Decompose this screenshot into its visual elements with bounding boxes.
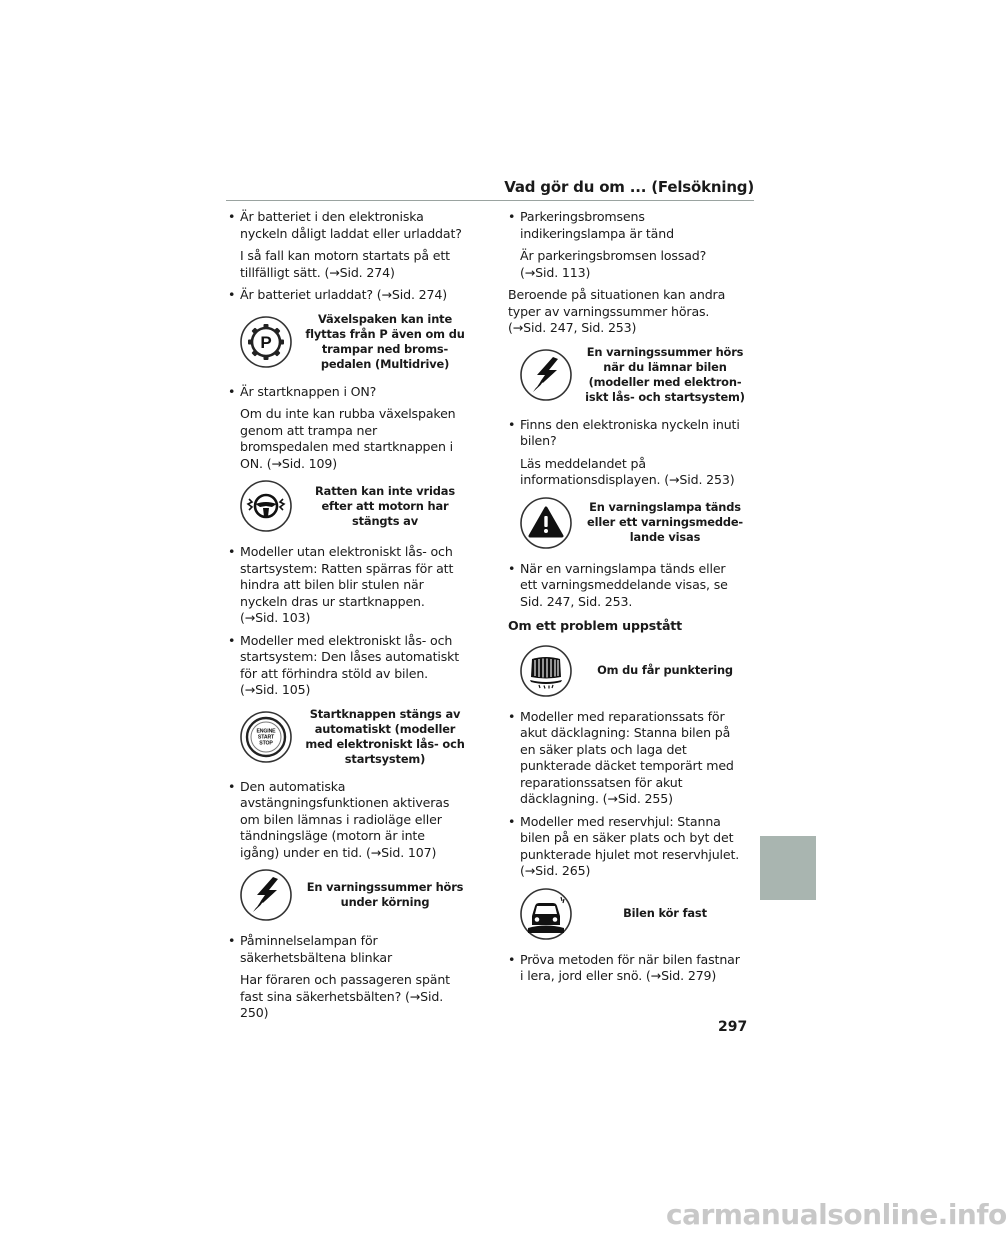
bullet-repair-kit: • Modeller med reparationssats för akut däcklagning: Stanna bilen på en säker plats och laga det punkterade däcket temporärt med reparationssatsen för akut däcklagning. (→Sid. 255) <box>508 709 746 808</box>
note-start-on: Om du inte kan rubba växelspaken genom att trampa ner bromspedalen med startknappen i ON. (→Sid. 109) <box>240 406 456 471</box>
buzzer-icon <box>240 869 292 921</box>
watermark: carmanualsonline.info <box>666 1198 1007 1231</box>
warning-triangle-icon <box>520 497 572 549</box>
symptom-buzzer-driving <box>228 869 466 921</box>
symptom-label-buzzer-driving: En varningssummer hörs under körning <box>306 880 464 909</box>
symptom-start-button <box>228 707 466 767</box>
engine-start-stop-icon <box>240 711 292 763</box>
bullet-stuck-method: • Pröva metoden för när bilen fastnar i lera, jord eller snö. (→Sid. 279) <box>508 952 746 985</box>
start-button-text-start: START <box>257 734 275 740</box>
symptom-flat-tire <box>508 645 746 697</box>
bullet-start-on: • Är startknappen i ON? <box>228 384 466 401</box>
note-key-battery: I så fall kan motorn startats på ett tillfälligt sätt. (→Sid. 274) <box>240 248 450 280</box>
symptom-label-steering: Ratten kan inte vridas efter att motorn har stängts av <box>315 483 455 528</box>
bullet-battery-drained: • Är batteriet urladdat? (→Sid. 274) <box>228 287 466 304</box>
bullet-auto-power-off: • Den automatiska avstängningsfunktionen aktiveras om bilen lämnas i radioläge eller tändningsläge (motorn är inte igång) under en tid. (→Sid. 107) <box>228 779 466 862</box>
start-button-text-stop: STOP <box>259 740 273 746</box>
symptom-warning-light <box>508 497 746 549</box>
bullet-key-battery: • Är batteriet i den elektroniska nyckeln dåligt laddat eller urladdat? <box>228 209 466 242</box>
page-number: 297 <box>718 1019 748 1035</box>
symptom-label-shift: Växelspaken kan inte flyttas från P även om du trampar ned broms-pedalen (Multidrive) <box>305 311 465 371</box>
symptom-vehicle-stuck <box>508 888 746 940</box>
symptom-buzzer-leaving <box>508 345 746 405</box>
shift-icon-letter: P <box>260 332 272 352</box>
paragraph-other-buzzers: Beroende på situationen kan andra typer av varningssummer höras. (→Sid. 247, Sid. 253) <box>508 287 726 335</box>
section-heading-problem: Om ett problem uppstått <box>508 618 683 633</box>
note-seatbelt-reminder: Har föraren och passageren spänt fast sina säkerhetsbälten? (→Sid. 250) <box>240 972 450 1020</box>
flat-tire-icon <box>520 645 572 697</box>
note-parking-brake: Är parkeringsbromsen lossad? (→Sid. 113) <box>520 248 707 280</box>
bullet-with-smart-key: • Modeller med elektroniskt lås- och startsystem: Den låses automatiskt för att förhindra stöld av bilen. (→Sid. 105) <box>228 633 466 699</box>
symptom-label-buzzer-leaving: En varningssummer hörs när du lämnar bilen (modeller med elektron-iskt lås- och startsystem) <box>585 344 745 404</box>
bullet-without-smart-key: • Modeller utan elektroniskt lås- och startsystem: Ratten spärras för att hindra att bilen blir stulen när nyckeln dras ur startknappen. (→Sid. 103) <box>228 544 466 627</box>
vehicle-stuck-icon <box>520 888 572 940</box>
symptom-steering <box>228 480 466 532</box>
right-column <box>508 209 746 991</box>
note-key-inside: Läs meddelandet på informationsdisplayen. (→Sid. 253) <box>520 455 735 487</box>
symptom-label-flat-tire: Om du får punktering <box>597 663 733 677</box>
bullet-seatbelt-reminder: • Påminnelselampan för säkerhetsbältena blinkar <box>228 933 466 966</box>
symptom-label-start-button: Startknappen stängs av automatiskt (modeller med elektroniskt lås- och startsystem) <box>305 706 465 766</box>
shift-lock-gear-icon <box>240 316 292 368</box>
symptom-shift-lever <box>228 312 466 372</box>
page-header-title: Vad gör du om ... (Felsökning) <box>504 178 754 196</box>
steering-lock-icon <box>240 480 292 532</box>
bullet-key-inside: • Finns den elektroniska nyckeln inuti bilen? <box>508 417 746 450</box>
bullet-warning-message: • När en varningslampa tänds eller ett varningsmeddelande visas, se Sid. 247, Sid. 253. <box>508 561 746 611</box>
section-tab <box>760 836 816 900</box>
left-column <box>228 209 466 1028</box>
buzzer-leave-icon <box>520 349 572 401</box>
header-rule <box>226 200 754 201</box>
bullet-parking-brake: • Parkeringsbromsens indikeringslampa är tänd <box>508 209 746 242</box>
bullet-spare-tire: • Modeller med reservhjul: Stanna bilen på en säker plats och byt det punkterade hjulet mot reservhjulet. (→Sid. 265) <box>508 814 746 880</box>
symptom-label-vehicle-stuck: Bilen kör fast <box>623 906 707 920</box>
symptom-label-warning-light: En varningslampa tänds eller ett varningsmedde-lande visas <box>587 500 743 544</box>
start-button-text-engine: ENGINE <box>256 728 276 734</box>
